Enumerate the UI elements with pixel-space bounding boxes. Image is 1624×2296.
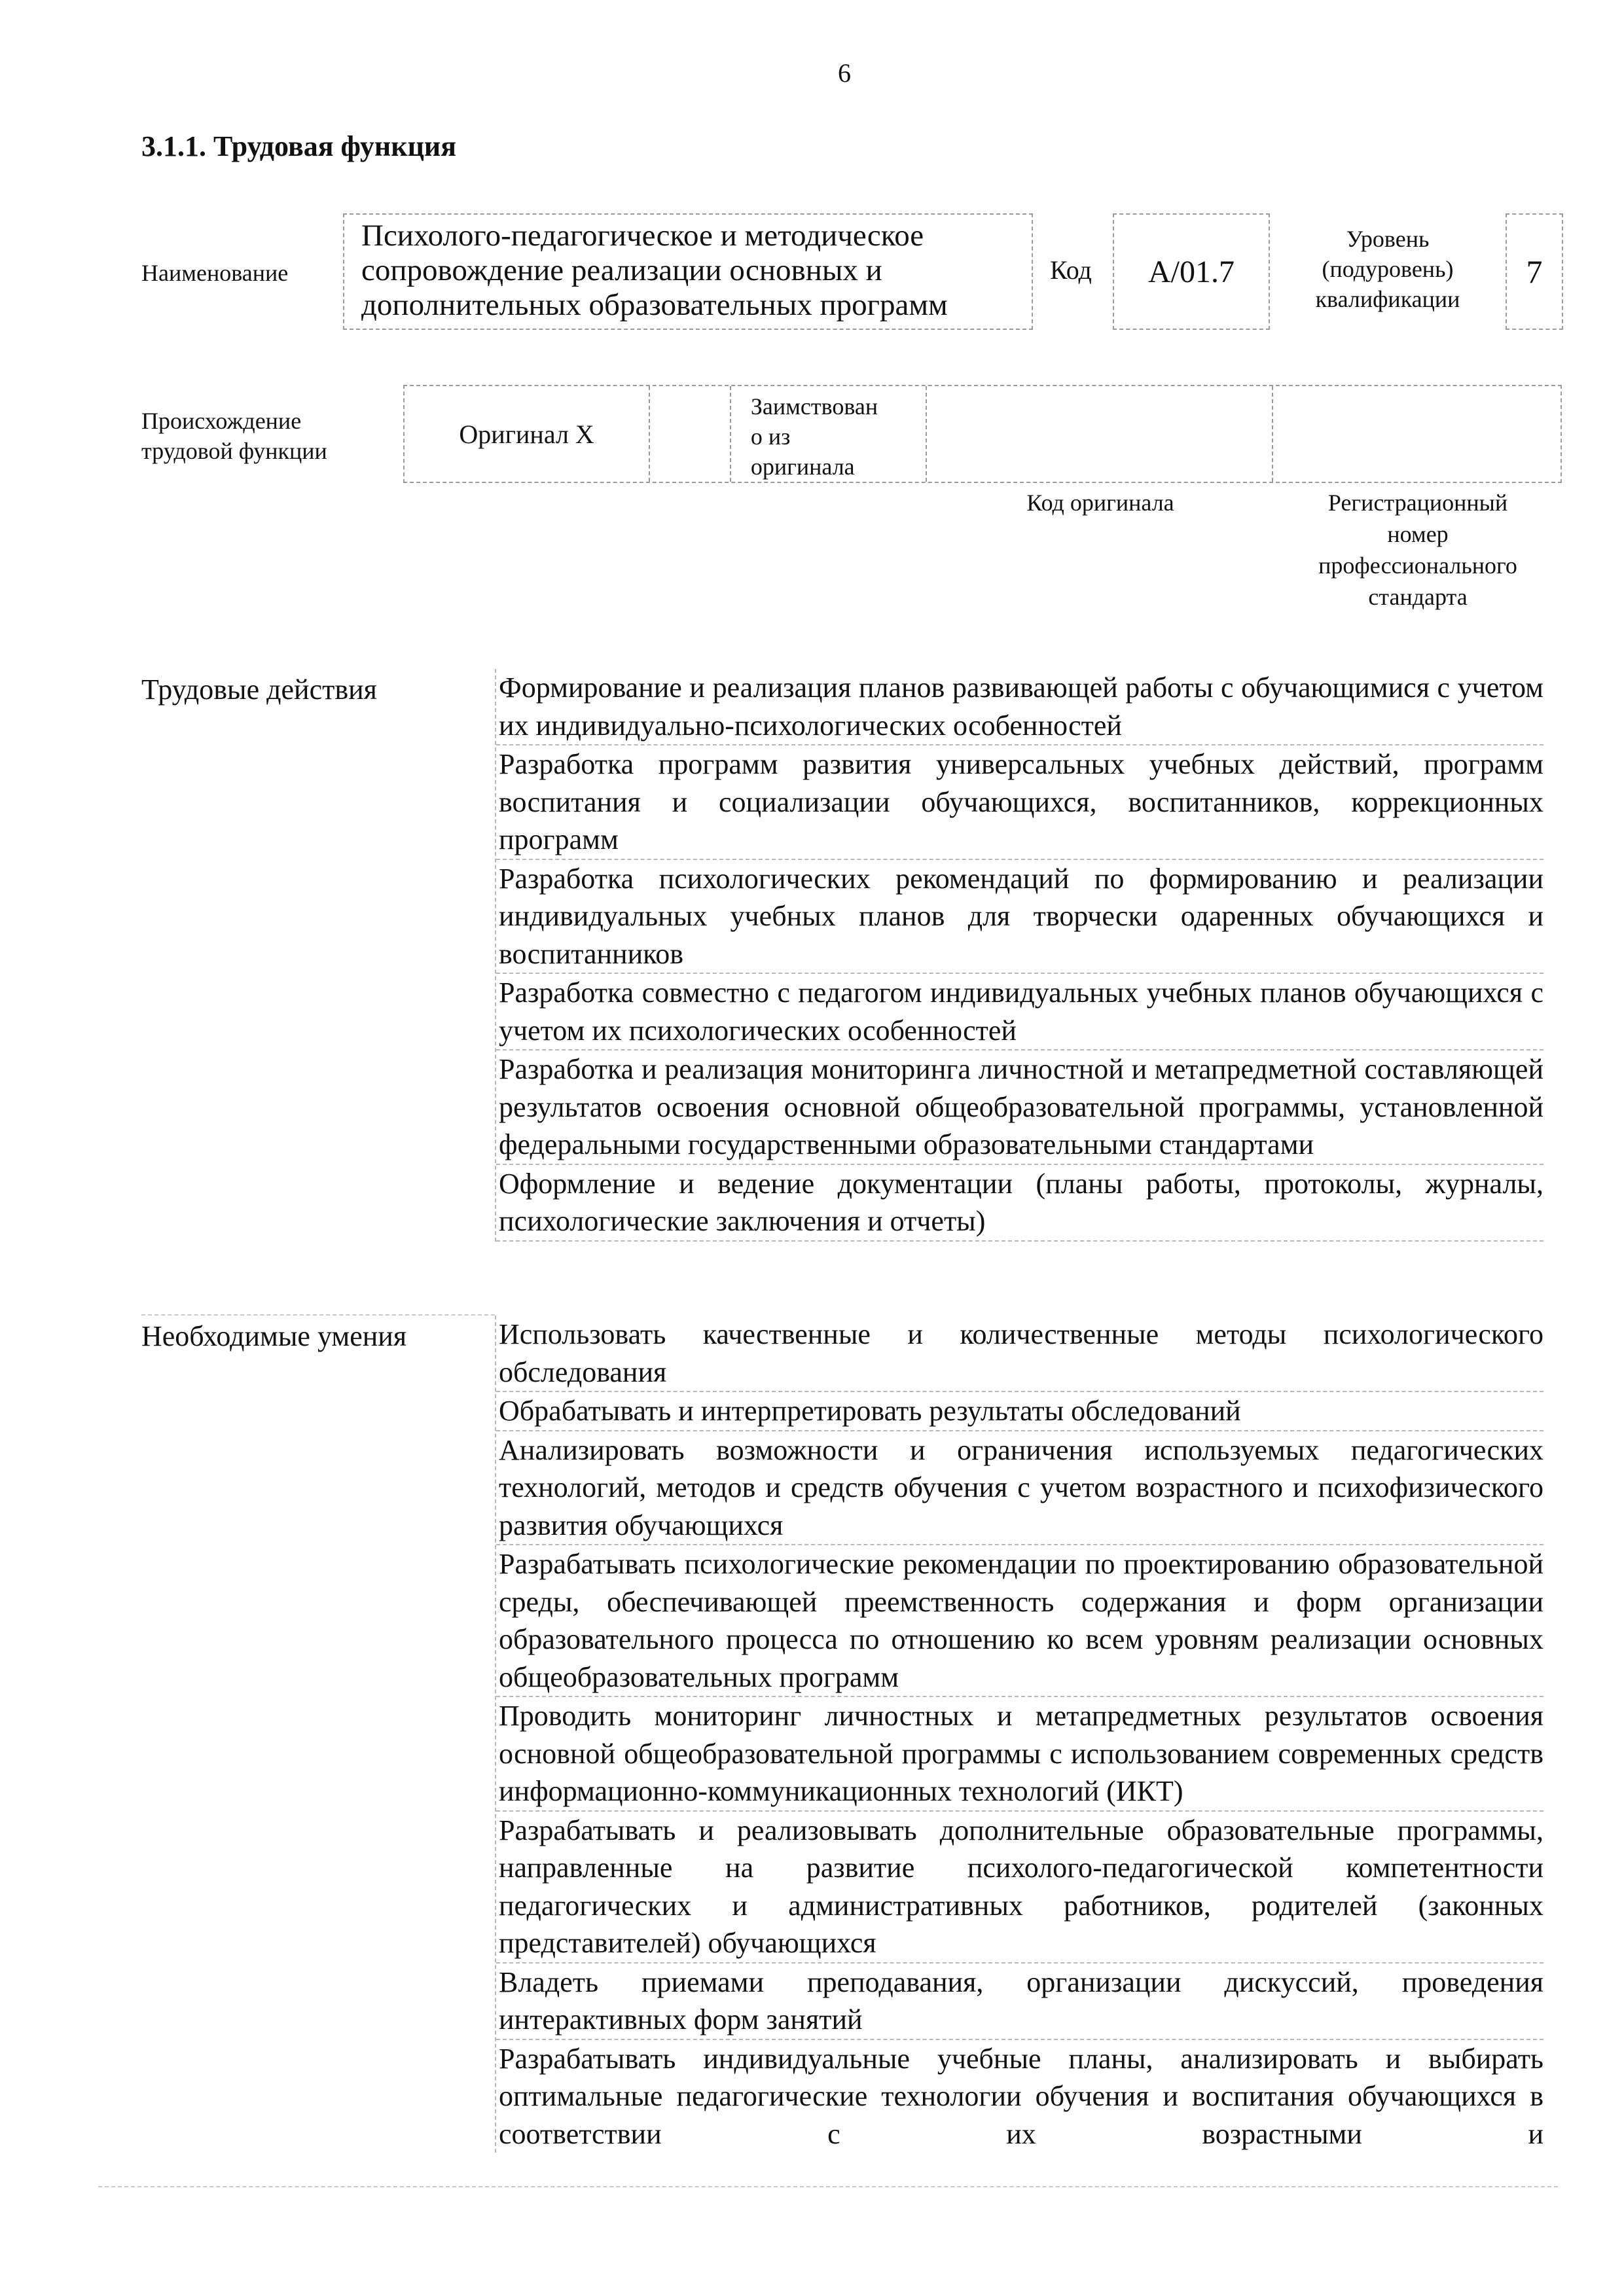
section-heading: 3.1.1. Трудовая функция (141, 130, 457, 162)
origin-label-line: трудовой функции (141, 438, 327, 464)
labor-action-item: Формирование и реализация планов развивающей работы с обучающимися с учетом их индивидуально-психологических особенностей (496, 669, 1543, 745)
function-name-line: дополнительных образовательных программ (361, 288, 948, 322)
labor-action-item: Разработка психологических рекомендаций по формированию и реализации индивидуальных учебных планов для творчески одаренных обучающихся и воспитанников (496, 860, 1543, 975)
code-value: А/01.7 (1148, 254, 1235, 289)
level-label-line: (подуровень) (1322, 256, 1454, 282)
level-label-line: квалификации (1315, 286, 1460, 312)
labor-actions-label: Трудовые действия (141, 673, 377, 706)
skill-item: Разрабатывать психологические рекомендации по проектированию образовательной среды, обеспечивающей преемственность содержания и форм организации образовательного процесса по отношению ко всем уровням реализации основных общеобразовательных программ (496, 1545, 1543, 1697)
skill-item: Разрабатывать индивидуальные учебные планы, анализировать и выбирать оптимальные педагогические технологии обучения и воспитания обучающихся в соответствии с их возрастными и (499, 2042, 1543, 2150)
skill-item: Использовать качественные и количественные методы психологического обследования (496, 1316, 1543, 1392)
skill-item: Обрабатывать и интерпретировать результаты обследований (496, 1392, 1543, 1431)
borrowed-line: Заимствован (750, 393, 878, 420)
page-number: 6 (838, 58, 851, 88)
labor-action-item: Оформление и ведение документации (планы работы, протоколы, журналы, психологические заключения и отчеты) (496, 1165, 1543, 1242)
qualification-level-value: 7 (1526, 253, 1543, 290)
borrowed-line: оригинала (750, 454, 855, 480)
skill-item: Анализировать возможности и ограничения используемых педагогических технологий, методов и средств обучения с учетом возрастного и психофизического развития обучающихся (496, 1431, 1543, 1546)
qualification-level-box (1506, 213, 1563, 330)
function-name-box (343, 213, 1033, 330)
labor-action-item: Разработка совместно с педагогом индивидуальных учебных планов обучающихся с учетом их психологических особенностей (496, 974, 1543, 1050)
reg-label-line: Регистрационный (1327, 490, 1508, 516)
required-skills-list (495, 1316, 1543, 2153)
reg-label-line: стандарта (1368, 584, 1468, 610)
skill-item: Проводить мониторинг личностных и метапредметных результатов освоения основной общеобразовательной программы с использованием современных средств информационно-коммуникационных технологий (ИКТ) (496, 1697, 1543, 1812)
function-name-line: Психолого-педагогическое и методическое (361, 219, 924, 253)
original-mark-cell (650, 386, 731, 482)
labor-action-item: Разработка программ развития универсальных учебных действий, программ воспитания и социализации обучающихся, воспитанников, коррекционных программ (496, 745, 1543, 860)
table-bottom-edge (98, 2186, 1558, 2187)
original-code-label: Код оригинала (1026, 490, 1174, 516)
code-value-box (1113, 213, 1270, 330)
level-label-line: Уровень (1346, 226, 1430, 252)
code-label: Код (1050, 255, 1092, 285)
origin-table (403, 385, 1562, 483)
registration-number-cell (1273, 386, 1561, 482)
origin-label (141, 406, 327, 466)
registration-number-label (1274, 487, 1562, 613)
labor-actions-list (495, 669, 1543, 1242)
row-divider (141, 1314, 495, 1316)
original-cell (405, 386, 650, 482)
original-text: Оригинал X (459, 419, 594, 449)
skill-item: Разрабатывать и реализовывать дополнительные образовательные программы, направленные на развитие психолого-педагогической компетентности педагогических и административных работников, родителей (законных представителей) обучающихся (496, 1812, 1543, 1964)
reg-label-line: номер (1387, 521, 1449, 547)
origin-label-line: Происхождение (141, 408, 302, 434)
required-skills-label: Необходимые умения (141, 1320, 407, 1352)
skill-item: Владеть приемами преподавания, организации дискуссий, проведения интерактивных форм занятий (496, 1964, 1543, 2040)
borrowed-line: о из (750, 423, 791, 450)
function-name-line: сопровождение реализации основных и (361, 253, 882, 287)
reg-label-line: профессионального (1318, 552, 1517, 579)
name-label: Наименование (141, 260, 289, 286)
borrowed-cell (731, 386, 927, 482)
labor-action-item: Разработка и реализация мониторинга личностной и метапредметной составляющей результатов освоения основной общеобразовательной программы, установленной федеральными государственными образовательными стандартами (496, 1050, 1543, 1165)
original-code-cell (927, 386, 1273, 482)
qualification-level-label (1283, 224, 1492, 314)
